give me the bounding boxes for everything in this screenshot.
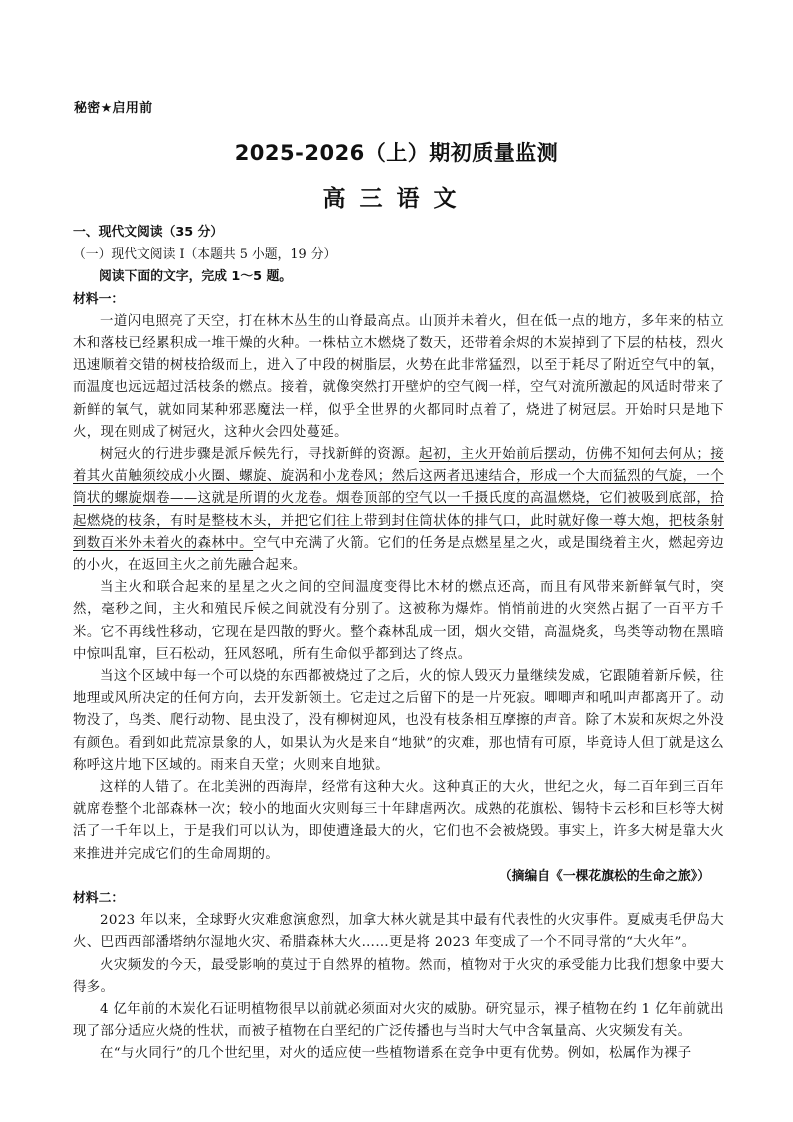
material-one-paragraph-2 [73,444,724,577]
material-one-source: （摘编自《一棵花旗松的生命之旅》） [498,868,710,884]
material-one-paragraph-3: 当主火和联合起来的星星之火之间的空间温度变得比木材的燃点还高，而且有风带来新鲜氧气时，突然，毫秒之间，主火和殖民斥候之间就没有分别了。这被称为爆炸。悄悄前进的火突然占据了一百平方千米。它不再线性移动，它现在是四散的野火。整个森林乱成一团，烟火交错，高温烧炙，鸟类等动物在黑暗中惊叫乱窜，巨石松动，狂风怒吼，所有生命似乎都到达了终点。 [73,580,724,662]
subject-title: 高三语文 [322,186,471,212]
material-two-paragraph-3: 4 亿年前的木炭化石证明植物很早以前就必须面对火灾的威胁。研究显示，裸子植物在约 1 亿年前就出现了部分适应火烧的性状，而被子植物在白垩纪的广泛传播也与当时大气中含氧量高、火灾频发有关。 [73,1002,724,1040]
subsection-heading: （一）现代文阅读 I（本题共 5 小题，19 分） [73,247,337,263]
paragraph-2-tail: 空气中充满了火箭。它们的任务是点燃星星之火，或是围绕着主火，燃起旁边的小火，在返回主火之前先融合起来。 [73,535,724,573]
material-one-paragraph-1: 一道闪电照亮了天空，打在林木丛生的山脊最高点。山顶并未着火，但在低一点的地方，多年来的枯立木和落枝已经累积成一堆干燥的火种。一株枯立木燃烧了数天，还带着余烬的木炭掉到了下层的枯枝，烈火迅速顺着交错的树枝拾级而上，进入了中段的树脂层，火势在此非常猛烈，以至于耗尽了附近空气中的氧，而温度也远远超过活枝条的燃点。接着，就像突然打开壁炉的空气阀一样，空气对流所激起的风适时带来了新鲜的氧气，就如同某种邪恶魔法一样，似乎全世界的火都同时点着了，烧进了树冠层。开始时只是地下火，现在则成了树冠火，这种火会四处蔓延。 [73,313,724,440]
material-one-label: 材料一： [73,291,125,307]
material-two-paragraph-1: 2023 年以来，全球野火灾难愈演愈烈，加拿大林火就是其中最有代表性的火灾事件。夏威夷毛伊岛大火、巴西西部潘塔纳尔湿地火灾、希腊森林大火……更是将 2023 年变成了一个不同寻常的“大火年”。 [73,913,724,951]
material-one-paragraph-5: 这样的人错了。在北美洲的西海岸，经常有这种大火。这种真正的大火，世纪之火，每二百年到三百年就席卷整个北部森林一次；较小的地面火灾则每三十年肆虐两次。成熟的花旗松、锡特卡云杉和巨杉等大树活了一千年以上，于是我们可以认为，即使遭逢最大的火，它们也不会被烧毁。事实上，许多大树是靠大火来推进并完成它们的生命周期的。 [73,780,724,862]
exam-content [73,222,724,1066]
material-two-paragraph-4: 在“与火同行”的几个世纪里，对火的适应使一些植物谱系在竞争中更有优势。例如，松属作为裸子 [100,1046,692,1062]
material-two-label: 材料二： [73,891,125,907]
underlined-passage: 起初，主火开始前后摆动，仿佛不知何去何从；接着其火苗触须绞成小火圈、螺旋、旋涡和小龙卷风；然后这两者迅速结合，形成一个大而猛烈的气旋，一个筒状的螺旋烟卷——这就是所谓的火龙卷。烟卷顶部的空气以一千摄氏度的高温燃烧，它们被吸到底部，拾起燃烧的枝条，有时是整枝木头，并把它们往上带到封住筒状体的排气口，此时就好像一尊大炮，把枝条射到数百米外未着火的森林中。 [73,446,724,551]
exam-title: 2025-2026（上）期初质量监测 [234,141,559,165]
material-two-paragraph-2: 火灾频发的今天，最受影响的莫过于自然界的植物。然而，植物对于火灾的承受能力比我们想象中要大得多。 [73,957,724,995]
confidential-label: 秘密★启用前 [74,101,153,116]
reading-instruction: 阅读下面的文字，完成 1～5 题。 [99,269,293,285]
paragraph-2-intro: 树冠火的行进步骤是派斥候先行，寻找新鲜的资源。 [100,446,419,462]
section-heading: 一、现代文阅读（35 分） [73,225,224,240]
material-one-paragraph-4: 当这个区域中每一个可以烧的东西都被烧过了之后，火的惊人毁灭力量继续发威，它跟随着新斥候，往地理或风所决定的任何方向，去开发新领土。它走过之后留下的是一片死寂。唧唧声和吼叫声都离开了。动物没了，鸟类、爬行动物、昆虫没了，没有柳树迎风，也没有枝条相互摩擦的声音。除了木炭和灰烬之外没有颜色。看到如此荒凉景象的人，如果认为火是来自“地狱”的灾难，那也情有可原，毕竟诗人但丁就是这么称呼这片地下区域的。雨来自天堂；火则来自地狱。 [73,669,724,773]
